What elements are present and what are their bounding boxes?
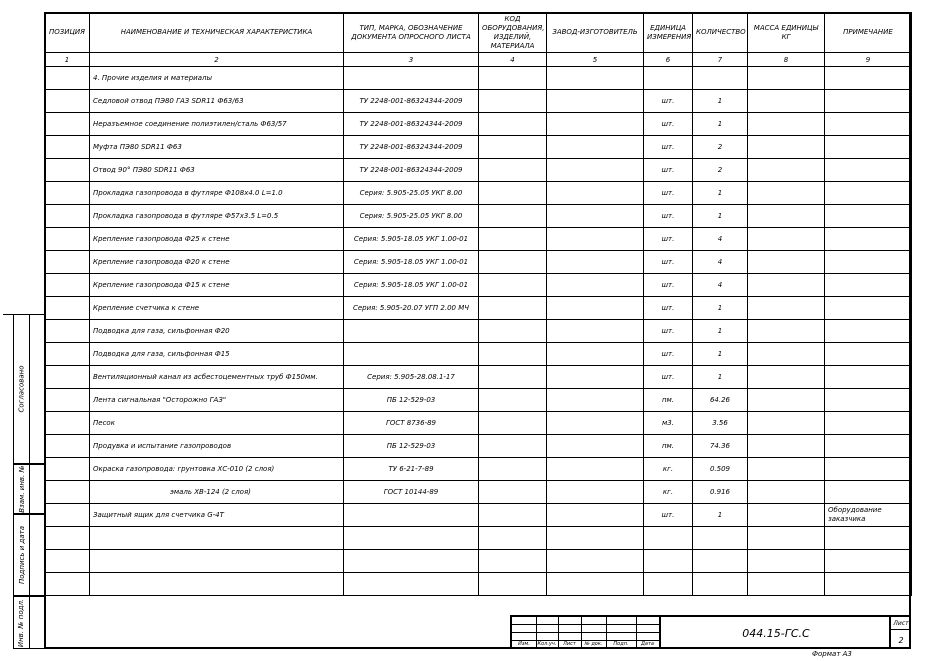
cell-quantity: 1: [693, 113, 748, 136]
sheet-number: 2: [898, 635, 904, 645]
cell-quantity: 1: [693, 297, 748, 320]
cell-quantity: 74.36: [693, 435, 748, 458]
cell-document: ТУ 2248-001-86324344-2009: [344, 159, 479, 182]
cell-name: Крепление счетчика к стене: [90, 297, 344, 320]
stamp-label-count: Кол.уч.: [537, 641, 557, 647]
header-mass: МАССА ЕДИНИЦЫ КГ: [748, 13, 825, 53]
cell-quantity: 0.916: [693, 481, 748, 504]
cell-quantity: 0.509: [693, 458, 748, 481]
cell-document: ПБ 12-529-03: [344, 389, 479, 412]
cell-unit: м3.: [644, 412, 693, 435]
cell-quantity: 1: [693, 182, 748, 205]
cell-name: Крепление газопровода Ф25 к стене: [90, 228, 344, 251]
side-inv-orig-block: [13, 596, 44, 649]
cell-quantity: 1: [693, 90, 748, 113]
cell-document: ТУ 2248-001-86324344-2009: [344, 136, 479, 159]
stamp-label-change: Изм.: [518, 641, 530, 647]
stamp-label-sheet: Лист: [563, 641, 576, 647]
cell-name: Подводка для газа, сильфонная Ф20: [90, 320, 344, 343]
cell-document: ТУ 2248-001-86324344-2009: [344, 90, 479, 113]
cell-name: Отвод 90° ПЭ80 SDR11 Ф63: [90, 159, 344, 182]
cell-unit: шт.: [644, 113, 693, 136]
column-number: 9: [825, 53, 912, 67]
cell-name: Лента сигнальная "Осторожно ГАЗ": [90, 389, 344, 412]
stamp-label-doc-no: № док.: [584, 641, 603, 647]
cell-name: Муфта ПЭ80 SDR11 Ф63: [90, 136, 344, 159]
cell-quantity: 4: [693, 228, 748, 251]
cell-document: Серия: 5.905-28.08.1-17: [344, 366, 479, 389]
header-code: КОД ОБОРУДОВАНИЯ, ИЗДЕЛИЙ, МАТЕРИАЛА: [479, 13, 547, 53]
cell-unit: шт.: [644, 228, 693, 251]
cell-quantity: 3.56: [693, 412, 748, 435]
cell-name: эмаль ХВ-124 (2 слоя): [90, 481, 344, 504]
cell-name: Защитный ящик для счетчика G-4Т: [90, 504, 344, 527]
column-number: 8: [748, 53, 825, 67]
cell-unit: кг.: [644, 458, 693, 481]
cell-unit: шт.: [644, 320, 693, 343]
stamp-grid: [512, 617, 659, 649]
cell-quantity: 4: [693, 274, 748, 297]
side-label-inv-orig: Инв. № подл.: [17, 598, 26, 647]
stamp-label-signature: Подп.: [613, 641, 629, 647]
cell-document: ТУ 6-21-7-89: [344, 458, 479, 481]
cell-unit: шт.: [644, 274, 693, 297]
column-number: 3: [344, 53, 479, 67]
side-agreed-block: [13, 314, 44, 464]
cell-document: ТУ 2248-001-86324344-2009: [344, 113, 479, 136]
side-label-sign-date: Подпись и дата: [17, 526, 26, 584]
cell-document: Серия: 5.905-18.05 УКГ 1.00-01: [344, 274, 479, 297]
document-code: 044.15-ГС.С: [659, 617, 891, 649]
cell-document: Серия: 5.905-25.05 УКГ 8.00: [344, 205, 479, 228]
side-inv-replace-block: [13, 464, 44, 514]
cell-document: Серия: 5.905-18.05 УКГ 1.00-01: [344, 228, 479, 251]
cell-name: Седловой отвод ПЭ80 ГАЗ SDR11 Ф63/63: [90, 90, 344, 113]
column-number: 1: [45, 53, 90, 67]
cell-quantity: 2: [693, 159, 748, 182]
cell-unit: шт.: [644, 159, 693, 182]
cell-name: Неразъемное соединение полиэтилен/сталь Ф63/57: [90, 113, 344, 136]
side-sign-date-block: [13, 514, 44, 596]
cell-quantity: 64.26: [693, 389, 748, 412]
cell-unit: пм.: [644, 389, 693, 412]
cell-document: ГОСТ 8736-89: [344, 412, 479, 435]
cell-unit: шт.: [644, 366, 693, 389]
cell-name: Окраска газопровода: грунтовка ХС-010 (2 слоя): [90, 458, 344, 481]
cell-unit: шт.: [644, 136, 693, 159]
cell-quantity: 2: [693, 136, 748, 159]
cell-name: Вентиляционный канал из асбестоцементных труб Ф150мм.: [90, 366, 344, 389]
sheet-label: Лист: [891, 617, 911, 630]
cell-name: Крепление газопровода Ф20 к стене: [90, 251, 344, 274]
cell-unit: шт.: [644, 504, 693, 527]
cell-name: Продувка и испытание газопроводов: [90, 435, 344, 458]
column-number: 5: [547, 53, 644, 67]
format-label: Формат А3: [812, 650, 852, 658]
cell-quantity: 1: [693, 343, 748, 366]
cell-name: Прокладка газопровода в футляре Ф108х4.0 L=1.0: [90, 182, 344, 205]
cell-unit: пм.: [644, 435, 693, 458]
cell-unit: шт.: [644, 90, 693, 113]
sheet-box: [889, 617, 911, 649]
cell-unit: шт.: [644, 205, 693, 228]
cell-quantity: 1: [693, 366, 748, 389]
cell-name: Песок: [90, 412, 344, 435]
cell-unit: шт.: [644, 297, 693, 320]
cell-document: Серия: 5.905-25.05 УКГ 8.00: [344, 182, 479, 205]
cell-document: Серия: 5.905-18.05 УКГ 1.00-01: [344, 251, 479, 274]
cell-quantity: 4: [693, 251, 748, 274]
header-name: НАИМЕНОВАНИЕ И ТЕХНИЧЕСКАЯ ХАРАКТЕРИСТИКА: [90, 13, 344, 53]
cell-name: Прокладка газопровода в футляре Ф57х3.5 L=0.5: [90, 205, 344, 228]
column-number: 2: [90, 53, 344, 67]
title-stamp: [510, 615, 911, 649]
cell-name: 4. Прочие изделия и материалы: [90, 67, 344, 90]
stamp-label-date: Дата: [641, 641, 654, 647]
cell-document: ПБ 12-529-03: [344, 435, 479, 458]
column-number: 4: [479, 53, 547, 67]
cell-unit: шт.: [644, 343, 693, 366]
page-frame: [44, 12, 911, 649]
header-manufacturer: ЗАВОД-ИЗГОТОВИТЕЛЬ: [547, 13, 644, 53]
cell-document: ГОСТ 10144-89: [344, 481, 479, 504]
header-document: ТИП, МАРКА, ОБОЗНАЧЕНИЕ ДОКУМЕНТА ОПРОСНОГО ЛИСТА: [344, 13, 479, 53]
cell-unit: шт.: [644, 182, 693, 205]
side-label-agreed: Согласовано: [17, 365, 26, 413]
cell-document: Серия: 5.905-20.07 УГП 2.00 МЧ: [344, 297, 479, 320]
cell-note: Оборудование заказчика: [825, 504, 912, 527]
header-quantity: КОЛИЧЕСТВО: [693, 13, 748, 53]
cell-quantity: 1: [693, 504, 748, 527]
column-number: 7: [693, 53, 748, 67]
header-position: ПОЗИЦИЯ: [45, 13, 90, 53]
cell-quantity: 1: [693, 320, 748, 343]
cell-name: Подводка для газа, сильфонная Ф15: [90, 343, 344, 366]
cell-unit: шт.: [644, 251, 693, 274]
header-note: ПРИМЕЧАНИЕ: [825, 13, 912, 53]
header-unit: ЕДИНИЦА ИЗМЕРЕНИЯ: [644, 13, 693, 53]
column-number: 6: [644, 53, 693, 67]
cell-name: Крепление газопровода Ф15 к стене: [90, 274, 344, 297]
side-label-inv-replace: Взам. инв. №: [17, 465, 26, 513]
cell-quantity: 1: [693, 205, 748, 228]
cell-unit: кг.: [644, 481, 693, 504]
